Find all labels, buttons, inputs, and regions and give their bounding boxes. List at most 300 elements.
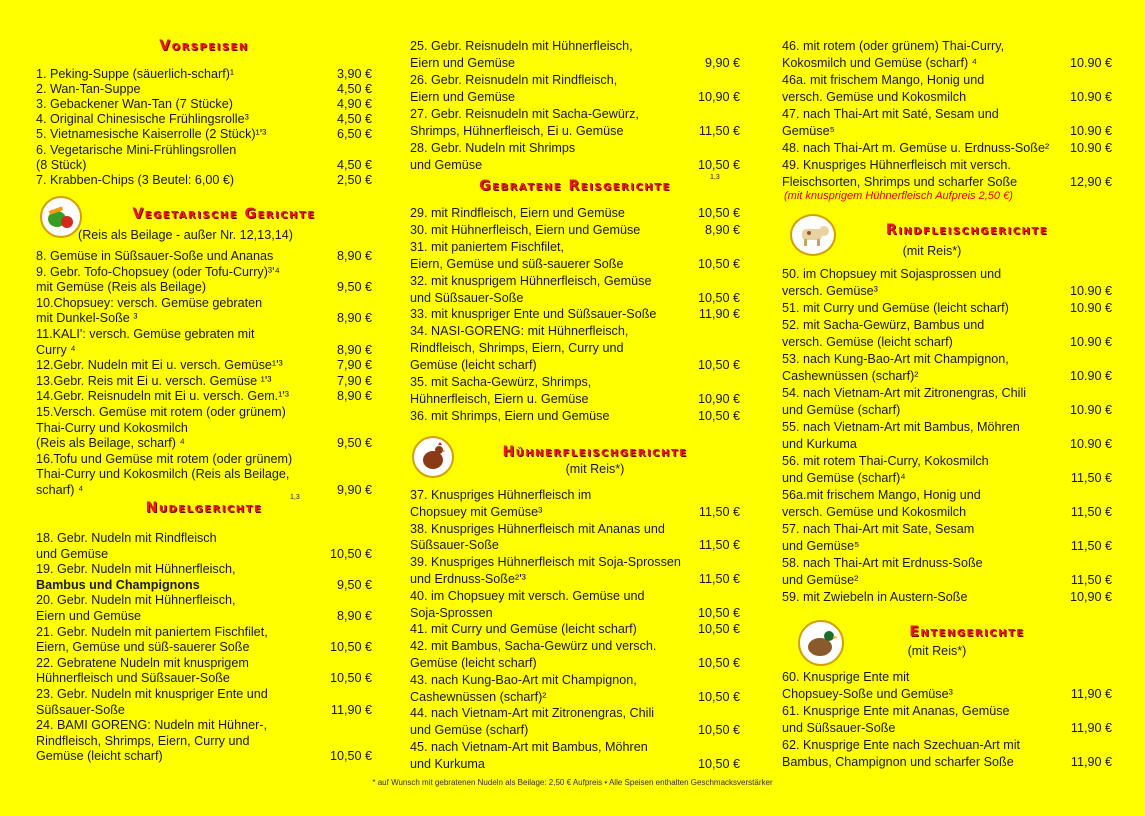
menu-item-price: 4,90 € <box>336 97 372 112</box>
menu-item-text: und Gemüse (scharf) <box>410 723 529 738</box>
menu-item <box>36 420 372 436</box>
menu-item <box>410 655 740 671</box>
menu-item-text: Eiern und Gemüse <box>36 609 142 623</box>
menu-item-text: 16.Tofu und Gemüse mit rotem (oder grünem) <box>36 451 293 466</box>
menu-item <box>36 530 372 546</box>
menu-item-price: 4,50 € <box>336 82 372 97</box>
menu-item <box>782 266 1112 282</box>
menu-item-price: 10,50 € <box>697 656 740 670</box>
menu-item-price: 10.90 € <box>1069 90 1112 104</box>
menu-item-price: 7,90 € <box>336 358 372 373</box>
menu-item-text: 52. mit Sacha-Gewürz, Bambus und <box>782 318 985 332</box>
menu-item-text: 43. nach Kung-Bao-Art mit Champignon, <box>410 672 637 687</box>
column-1 <box>36 0 372 816</box>
menu-item-text: 1. Peking-Suppe (säuerlich-scharf)¹ <box>36 67 235 81</box>
menu-item <box>36 466 372 482</box>
menu-item-price: 9,50 € <box>336 577 372 592</box>
menu-item <box>782 368 1112 384</box>
menu-item-text: mit Gemüse (Reis als Beilage) <box>36 280 207 295</box>
menu-item-price: 10.90 € <box>1069 124 1112 138</box>
menu-item-text: 47. nach Thai-Art mit Saté, Sesam und <box>782 107 999 121</box>
menu-item-price: 8,90 € <box>336 609 372 623</box>
menu-item-text: 37. Knuspriges Hühnerfleisch im <box>410 488 592 502</box>
menu-item-text: Kokosmilch und Gemüse (scharf) ⁴ <box>782 56 978 70</box>
menu-item-text: 49. Knuspriges Hühnerfleisch mit versch. <box>782 158 1011 172</box>
menu-item-price: 10,50 € <box>697 605 740 620</box>
menu-item <box>782 737 1112 753</box>
menu-item <box>410 273 740 289</box>
menu-item <box>36 295 372 311</box>
menu-item-text: 19. Gebr. Nudeln mit Hühnerfleisch, <box>36 562 236 577</box>
menu-item-price: 11,50 € <box>1070 471 1112 485</box>
section-title-vegetarisch: Vegetarische Gerichte <box>132 206 316 222</box>
menu-item-price: 8,90 € <box>336 311 372 326</box>
menu-item <box>782 521 1112 537</box>
menu-item <box>782 283 1112 299</box>
menu-item-price: 11,50 € <box>1070 573 1112 587</box>
menu-item-text: 42. mit Bambus, Sacha-Gewürz und versch. <box>410 639 657 654</box>
menu-item <box>782 106 1112 122</box>
menu-item-text: Gemüse⁵ <box>782 124 835 138</box>
section-title-vorspeisen: Vorspeisen <box>159 38 249 54</box>
menu-item-text: 23. Gebr. Nudeln mit knuspriger Ente und <box>36 687 268 701</box>
menu-item <box>410 123 740 139</box>
menu-item-price: 11,90 € <box>330 702 372 717</box>
menu-item <box>36 66 372 82</box>
menu-item-text: Curry ⁴ <box>36 342 76 357</box>
menu-item <box>36 546 372 562</box>
menu-item-text: 41. mit Curry und Gemüse (leicht scharf) <box>410 622 637 637</box>
menu-item <box>36 748 372 764</box>
menu-item-text: und Kurkuma <box>410 756 485 771</box>
menu-item-text: 51. mit Curry und Gemüse (leicht scharf) <box>782 301 1009 315</box>
menu-item <box>410 739 740 755</box>
menu-item-price: 10.90 € <box>1069 369 1112 383</box>
menu-item-text: 31. mit paniertem Fischfilet, <box>410 239 564 254</box>
menu-item-price: 11,50 € <box>698 504 740 519</box>
menu-item <box>410 689 740 705</box>
menu-item <box>36 639 372 655</box>
menu-item <box>410 357 740 373</box>
menu-item-text: und Gemüse (scharf)⁴ <box>782 471 906 485</box>
menu-item <box>36 733 372 749</box>
column-3 <box>782 0 1112 816</box>
menu-item-text: versch. Gemüse und Kokosmilch <box>782 90 967 104</box>
menu-item-price: 8,90 € <box>704 222 740 237</box>
menu-item-text: 33. mit knuspriger Ente und Süßsauer-Soße <box>410 307 657 322</box>
menu-item <box>36 310 372 326</box>
menu-item <box>36 624 372 640</box>
menu-item-price: 10,50 € <box>697 158 740 172</box>
menu-item <box>782 351 1112 367</box>
menu-item-text: 32. mit knusprigem Hühnerfleisch, Gemüse <box>410 273 652 288</box>
menu-item-text: Soja-Sprossen <box>410 605 493 620</box>
menu-item-text: Chopsuey mit Gemüse³ <box>410 504 543 519</box>
menu-item-text: und Süßsauer-Soße <box>410 290 524 305</box>
menu-item-text: 48. nach Thai-Art m. Gemüse u. Erdnuss-Soße² <box>782 141 1050 155</box>
menu-item-text: 28. Gebr. Nudeln mit Shrimps <box>410 141 576 155</box>
menu-item <box>36 111 372 127</box>
menu-item-text: 3. Gebackener Wan-Tan (7 Stücke) <box>36 97 233 112</box>
menu-item <box>410 672 740 688</box>
menu-item <box>782 504 1112 520</box>
menu-item-text: Eiern, Gemüse und süß-sauerer Soße <box>410 256 624 271</box>
menu-item-text: 40. im Chopsuey mit versch. Gemüse und <box>410 588 645 603</box>
menu-item <box>410 55 740 71</box>
menu-item <box>36 435 372 451</box>
menu-item-text: Rindfleisch, Shrimps, Eiern, Curry und <box>410 341 624 356</box>
menu-item-price: 10,50 € <box>697 358 740 373</box>
menu-item-text: 24. BAMI GORENG: Nudeln mit Hühner-, <box>36 718 267 733</box>
section-title-reis: Gebratene Reisgerichte <box>479 178 671 194</box>
menu-item-text: 35. mit Sacha-Gewürz, Shrimps, <box>410 375 592 389</box>
menu-item-text: 15.Versch. Gemüse mit rotem (oder grünem) <box>36 405 286 419</box>
menu-item <box>782 555 1112 571</box>
menu-item-text: Cashewnüssen (scharf)² <box>782 369 919 383</box>
menu-item-text: 59. mit Zwiebeln in Austern-Soße <box>782 590 968 604</box>
menu-item-price: 12,90 € <box>1069 175 1112 189</box>
menu-item <box>410 605 740 621</box>
menu-item <box>782 140 1112 156</box>
menu-item-price: 4,50 € <box>336 157 372 172</box>
menu-item-price: 9,50 € <box>336 436 372 451</box>
menu-item <box>410 38 740 54</box>
menu-item <box>410 756 740 772</box>
menu-item-text: und Gemüse (scharf) <box>782 403 901 417</box>
section-subtitle-ente: (mit Reis*) <box>907 644 967 658</box>
menu-item <box>36 655 372 671</box>
menu-item-text: Hühnerfleisch, Eiern u. Gemüse <box>410 391 589 406</box>
menu-item-price: 11,90 € <box>1070 687 1112 701</box>
menu-item-text: Shrimps, Hühnerfleisch, Ei u. Gemüse <box>410 124 624 138</box>
menu-item <box>410 621 740 637</box>
menu-item-text: 14.Gebr. Reisnudeln mit Ei u. versch. Gem.¹'³ <box>36 389 289 404</box>
menu-item-text: 55. nach Vietnam-Art mit Bambus, Möhren <box>782 420 1020 434</box>
menu-item-price: 10,50 € <box>697 290 740 305</box>
menu-item-text: 29. mit Rindfleisch, Eiern und Gemüse <box>410 206 625 220</box>
menu-item-text: 9. Gebr. Tofo-Chopsuey (oder Tofu-Curry)³'⁴ <box>36 264 280 279</box>
menu-item <box>36 717 372 733</box>
menu-item <box>410 374 740 390</box>
menu-item <box>410 521 740 537</box>
menu-item <box>36 388 372 404</box>
menu-item-text: und Kurkuma <box>782 437 857 451</box>
menu-item-price: 10,50 € <box>697 408 740 423</box>
menu-item <box>410 554 740 570</box>
menu-item <box>36 577 372 593</box>
menu-item <box>36 126 372 142</box>
menu-item-text: (Reis als Beilage, scharf) ⁴ <box>36 436 185 451</box>
thai-note: (mit knusprigem Hühnerfleisch Aufpreis 2,50 €) <box>784 190 1013 202</box>
menu-item-price: 6,50 € <box>336 127 372 142</box>
menu-item-price: 10,50 € <box>697 723 740 738</box>
menu-item-price: 8,90 € <box>336 342 372 357</box>
menu-item <box>410 290 740 306</box>
menu-item <box>36 264 372 280</box>
menu-item-text: 5. Vietnamesische Kaiserrolle (2 Stück)¹'³ <box>36 127 267 142</box>
menu-item-price: 10,50 € <box>329 546 372 561</box>
menu-item <box>36 279 372 295</box>
menu-item <box>410 705 740 721</box>
menu-item-text: 62. Knusprige Ente nach Szechuan-Art mit <box>782 738 1021 752</box>
menu-item-text: Thai-Curry und Kokosmilch (Reis als Beilage, <box>36 467 290 482</box>
menu-item-text: 7. Krabben-Chips (3 Beutel: 6,00 €) <box>36 172 235 187</box>
menu-item-text: versch. Gemüse (leicht scharf) <box>782 335 953 349</box>
menu-item <box>410 323 740 339</box>
menu-item-price: 11,90 € <box>1070 721 1112 735</box>
menu-item-price: 10,90 € <box>697 90 740 104</box>
menu-item <box>410 408 740 424</box>
menu-item-text: 11.KALI': versch. Gemüse gebraten mit <box>36 327 255 341</box>
menu-item-price: 10.90 € <box>1069 301 1112 315</box>
menu-item-text: Bambus und Champignons <box>36 577 200 592</box>
menu-item <box>782 703 1112 719</box>
menu-item <box>36 172 372 188</box>
section-title-ente: Entengerichte <box>909 624 1025 640</box>
menu-item <box>410 157 740 173</box>
menu-item-price: 11,50 € <box>698 124 740 138</box>
menu-item <box>36 686 372 702</box>
menu-item-text: scharf) ⁴ <box>36 483 84 497</box>
menu-item-text: und Gemüse <box>410 158 483 172</box>
menu-item-text: 44. nach Vietnam-Art mit Zitronengras, Chili <box>410 706 655 721</box>
menu-item-text: Süßsauer-Soße <box>410 538 499 553</box>
menu-item <box>410 391 740 407</box>
menu-item-price: 11,50 € <box>698 572 740 586</box>
menu-item-text: Bambus, Champignon und scharfer Soße <box>782 755 1014 769</box>
menu-item-price: 10.90 € <box>1069 403 1112 417</box>
menu-item-price: 11,90 € <box>1070 755 1112 769</box>
menu-item-text: versch. Gemüse³ <box>782 284 878 298</box>
menu-item-text: 34. NASI-GORENG: mit Hühnerfleisch, <box>410 324 629 339</box>
menu-item <box>410 588 740 604</box>
menu-item <box>782 317 1112 333</box>
menu-item <box>36 81 372 97</box>
menu-item-price: 8,90 € <box>336 389 372 404</box>
menu-item-text: Cashewnüssen (scharf)² <box>410 689 547 704</box>
menu-item <box>410 222 740 238</box>
menu-item <box>36 451 372 467</box>
section-subtitle-huhn: (mit Reis*) <box>565 462 625 476</box>
menu-item-text: und Gemüse⁵ <box>782 539 860 553</box>
menu-item <box>782 538 1112 554</box>
menu-item-price: 10.90 € <box>1069 284 1112 298</box>
menu-item-text: 36. mit Shrimps, Eiern und Gemüse <box>410 408 610 423</box>
menu-item-text: Eiern und Gemüse <box>410 56 516 70</box>
menu-item <box>782 669 1112 685</box>
menu-item <box>410 72 740 88</box>
menu-item-price: 4,50 € <box>336 112 372 127</box>
menu-item <box>410 504 740 520</box>
menu-item-text: 30. mit Hühnerfleisch, Eiern und Gemüse <box>410 222 641 237</box>
menu-item <box>782 157 1112 173</box>
menu-item-price: 9,90 € <box>336 483 372 497</box>
menu-item <box>410 89 740 105</box>
menu-item-text: Chopsuey-Soße und Gemüse³ <box>782 687 953 701</box>
menu-item-text: 18. Gebr. Nudeln mit Rindfleisch <box>36 531 217 545</box>
menu-item <box>782 436 1112 452</box>
section-sup-nudel: 1,3 <box>290 494 300 501</box>
menu-item-price: 11,50 € <box>1070 539 1112 553</box>
menu-item-price: 3,90 € <box>336 67 372 81</box>
menu-item-text: 58. nach Thai-Art mit Erdnuss-Soße <box>782 556 983 570</box>
menu-item-price: 10,90 € <box>1069 590 1112 604</box>
menu-item <box>36 561 372 577</box>
menu-item-price: 10,50 € <box>329 640 372 655</box>
menu-item <box>36 670 372 686</box>
menu-item <box>410 106 740 122</box>
menu-item <box>36 608 372 624</box>
menu-item <box>410 722 740 738</box>
menu-item-text: 8. Gemüse in Süßsauer-Soße und Ananas <box>36 249 274 263</box>
footer-note: * auf Wunsch mit gebratenen Nudeln als Beilage: 2,50 € Aufpreis • Alle Speisen enthalten Geschmacksverstärker <box>372 778 773 787</box>
menu-item <box>782 754 1112 770</box>
menu-item-text: 13.Gebr. Reis mit Ei u. versch. Gemüse ¹'³ <box>36 373 272 388</box>
menu-item-text: 2. Wan-Tan-Suppe <box>36 82 141 97</box>
menu-item-text: Hühnerfleisch und Süßsauer-Soße <box>36 671 230 686</box>
menu-item <box>410 306 740 322</box>
menu-item-price: 10,50 € <box>329 749 372 764</box>
menu-item-price: 10,50 € <box>329 671 372 686</box>
menu-item-text: Fleischsorten, Shrimps und scharfer Soße <box>782 175 1018 189</box>
menu-item <box>410 537 740 553</box>
menu-item <box>410 487 740 503</box>
menu-item-text: Thai-Curry und Kokosmilch <box>36 420 188 435</box>
section-subtitle-rind: (mit Reis*) <box>902 244 962 258</box>
menu-item <box>410 239 740 255</box>
menu-item-price: 10.90 € <box>1069 335 1112 349</box>
menu-item <box>782 300 1112 316</box>
menu-item-price: 10,90 € <box>697 391 740 406</box>
menu-item <box>782 89 1112 105</box>
menu-item-text: 45. nach Vietnam-Art mit Bambus, Möhren <box>410 740 648 754</box>
menu-item-text: 50. im Chopsuey mit Sojasprossen und <box>782 267 1002 281</box>
menu-item <box>410 340 740 356</box>
menu-item-text: 61. Knusprige Ente mit Ananas, Gemüse <box>782 704 1010 718</box>
menu-item-price: 10.90 € <box>1069 141 1112 155</box>
menu-item <box>36 342 372 358</box>
menu-item-text: und Gemüse² <box>782 573 859 587</box>
menu-item <box>782 385 1112 401</box>
menu-item-text: 39. Knuspriges Hühnerfleisch mit Soja-Sprossen <box>410 555 681 570</box>
menu-item-price: 11,90 € <box>698 307 740 322</box>
menu-item-text: 60. Knusprige Ente mit <box>782 670 910 684</box>
menu-item-price: 10.90 € <box>1069 437 1112 451</box>
menu-item-price: 7,90 € <box>336 373 372 388</box>
menu-item-price: 11,50 € <box>1070 505 1112 519</box>
menu-item-text: 38. Knuspriges Hühnerfleisch mit Ananas und <box>410 521 665 536</box>
menu-item <box>782 589 1112 605</box>
menu-item-price: 10,50 € <box>697 206 740 220</box>
menu-item <box>410 205 740 221</box>
menu-item <box>410 140 740 156</box>
menu-item-price: 9,90 € <box>704 56 740 70</box>
menu-item <box>782 334 1112 350</box>
menu-item <box>410 638 740 654</box>
menu-item <box>36 404 372 420</box>
menu-item <box>782 686 1112 702</box>
menu-item-text: Rindfleisch, Shrimps, Eiern, Curry und <box>36 733 250 748</box>
menu-item <box>782 174 1112 190</box>
menu-item-text: versch. Gemüse und Kokosmilch <box>782 505 967 519</box>
menu-item <box>782 123 1112 139</box>
menu-item-price: 2,50 € <box>336 172 372 187</box>
menu-item-text: Eiern, Gemüse und süß-sauerer Soße <box>36 640 250 655</box>
menu-item <box>36 248 372 264</box>
section-title-huhn: Hühnerfleischgerichte <box>502 444 688 460</box>
menu-item <box>36 702 372 718</box>
menu-item <box>782 470 1112 486</box>
menu-item-price: 10,50 € <box>697 689 740 704</box>
menu-item <box>36 142 372 158</box>
menu-item-price: 10,50 € <box>697 622 740 637</box>
menu-item <box>36 592 372 608</box>
menu-item <box>782 487 1112 503</box>
menu-item <box>36 357 372 373</box>
menu-item <box>410 256 740 272</box>
menu-item-price: 10,50 € <box>697 256 740 271</box>
menu-item-text: 56a.mit frischem Mango, Honig und <box>782 488 981 502</box>
menu-item-text: und Süßsauer-Soße <box>782 721 896 735</box>
menu-item <box>782 720 1112 736</box>
chicken-icon <box>412 436 454 478</box>
menu-item-price: 8,90 € <box>336 249 372 263</box>
menu-item-text: 25. Gebr. Reisnudeln mit Hühnerfleisch, <box>410 39 633 53</box>
menu-item <box>782 419 1112 435</box>
menu-item-text: 26. Gebr. Reisnudeln mit Rindfleisch, <box>410 73 618 87</box>
menu-item-text: 22. Gebratene Nudeln mit knusprigem <box>36 655 249 670</box>
menu-item <box>36 96 372 112</box>
section-sup-reis: 1,3 <box>710 174 720 181</box>
menu-item-text: 56. mit rotem Thai-Curry, Kokosmilch <box>782 454 989 468</box>
menu-item-text: 54. nach Vietnam-Art mit Zitronengras, Chili <box>782 386 1027 400</box>
menu-item-price: 11,50 € <box>698 538 740 553</box>
menu-item-text: 21. Gebr. Nudeln mit paniertem Fischfilet, <box>36 624 268 639</box>
menu-item-price: 9,50 € <box>336 280 372 295</box>
menu-item <box>36 326 372 342</box>
menu-item <box>782 572 1112 588</box>
menu-item-text: 46. mit rotem (oder grünem) Thai-Curry, <box>782 39 1005 53</box>
section-subtitle-vegetarisch: (Reis als Beilage - außer Nr. 12,13,14) <box>78 228 293 242</box>
menu-item-text: 46a. mit frischem Mango, Honig und <box>782 73 985 87</box>
section-title-rind: Rindfleischgerichte <box>885 222 1049 238</box>
menu-item <box>36 482 372 498</box>
menu-item-price: 10,50 € <box>697 756 740 771</box>
menu-item-text: Eiern und Gemüse <box>410 90 516 104</box>
menu-item-text: 53. nach Kung-Bao-Art mit Champignon, <box>782 352 1009 366</box>
menu-item-price: 10.90 € <box>1069 56 1112 70</box>
menu-item-text: mit Dunkel-Soße ³ <box>36 311 138 326</box>
menu-item-text: 57. nach Thai-Art mit Sate, Sesam <box>782 522 975 536</box>
menu-item-text: und Erdnuss-Soße²'³ <box>410 572 526 586</box>
menu-item-text: Süßsauer-Soße <box>36 702 125 717</box>
menu-item-text: (8 Stück) <box>36 157 87 172</box>
menu-item <box>782 38 1112 54</box>
menu-item-text: Gemüse (leicht scharf) <box>36 749 163 764</box>
menu-item <box>782 55 1112 71</box>
menu-item-text: 27. Gebr. Reisnudeln mit Sacha-Gewürz, <box>410 107 639 121</box>
menu-item-text: und Gemüse <box>36 546 109 561</box>
column-2 <box>410 0 740 816</box>
menu-item <box>410 571 740 587</box>
menu-item <box>782 453 1112 469</box>
menu-item <box>782 402 1112 418</box>
menu-item-text: 10.Chopsuey: versch. Gemüse gebraten <box>36 295 263 310</box>
section-title-nudel: Nudelgerichte <box>145 500 263 516</box>
menu-item-text: 4. Original Chinesische Frühlingsrolle³ <box>36 112 249 127</box>
menu-item <box>782 72 1112 88</box>
menu-item-text: 6. Vegetarische Mini-Frühlingsrollen <box>36 142 237 157</box>
